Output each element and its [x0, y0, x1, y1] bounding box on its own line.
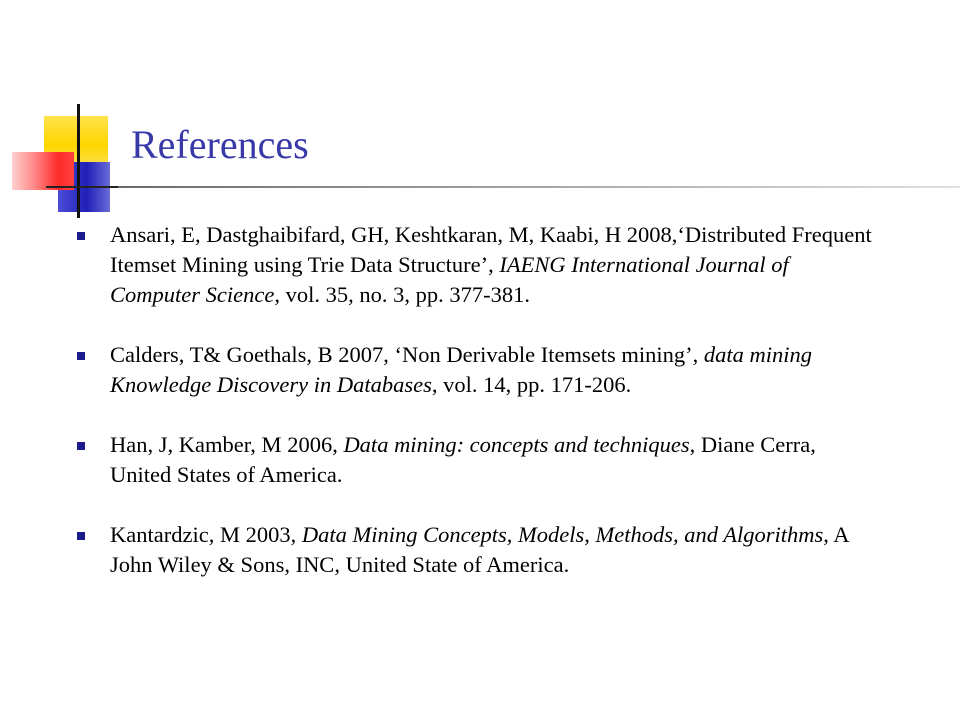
- reference-item: [72, 430, 882, 490]
- reference-authors-title: Ansari, E, Dastghaibifard, GH, Keshtkaran, M, Kaabi, H 2008,‘Distributed Frequent Itemset Mining using Trie Data Structure’,: [110, 222, 872, 277]
- bullet-square-icon: [77, 442, 85, 450]
- bullet-square-icon: [77, 232, 85, 240]
- reference-details: , vol. 35, no. 3, pp. 377-381.: [274, 282, 530, 307]
- reference-details: , Diane Cerra, United States of America.: [110, 432, 816, 487]
- reference-item: [72, 340, 882, 400]
- reference-authors-title: Calders, T& Goethals, B 2007, ‘Non Derivable Itemsets mining’,: [110, 342, 704, 367]
- decorative-vertical-line: [77, 104, 80, 218]
- bullet-square-icon: [77, 532, 85, 540]
- reference-authors-title: Kantardzic, M 2003,: [110, 522, 302, 547]
- reference-journal: IAENG International Journal of Computer Science: [110, 252, 789, 307]
- title-underline-rule: [118, 186, 960, 188]
- decorative-horizontal-line: [46, 186, 120, 188]
- reference-journal: Data Mining Concepts, Models, Methods, and Algorithms: [301, 522, 824, 547]
- reference-journal: Data mining: concepts and techniques: [343, 432, 690, 457]
- reference-text: [110, 522, 848, 577]
- reference-text: [110, 432, 816, 487]
- references-list: [72, 220, 882, 610]
- decorative-red-square: [12, 152, 74, 190]
- reference-item: [72, 520, 882, 580]
- reference-text: [110, 222, 872, 307]
- reference-journal: data mining Knowledge Discovery in Databases: [110, 342, 812, 397]
- reference-authors-title: Han, J, Kamber, M 2006,: [110, 432, 344, 457]
- bullet-square-icon: [77, 352, 85, 360]
- reference-details: , vol. 14, pp. 171-206.: [431, 372, 632, 397]
- reference-item: [72, 220, 882, 310]
- reference-text: [110, 342, 812, 397]
- slide-title: References: [131, 122, 309, 167]
- reference-details: , A John Wiley & Sons, INC, United State of America.: [110, 522, 849, 577]
